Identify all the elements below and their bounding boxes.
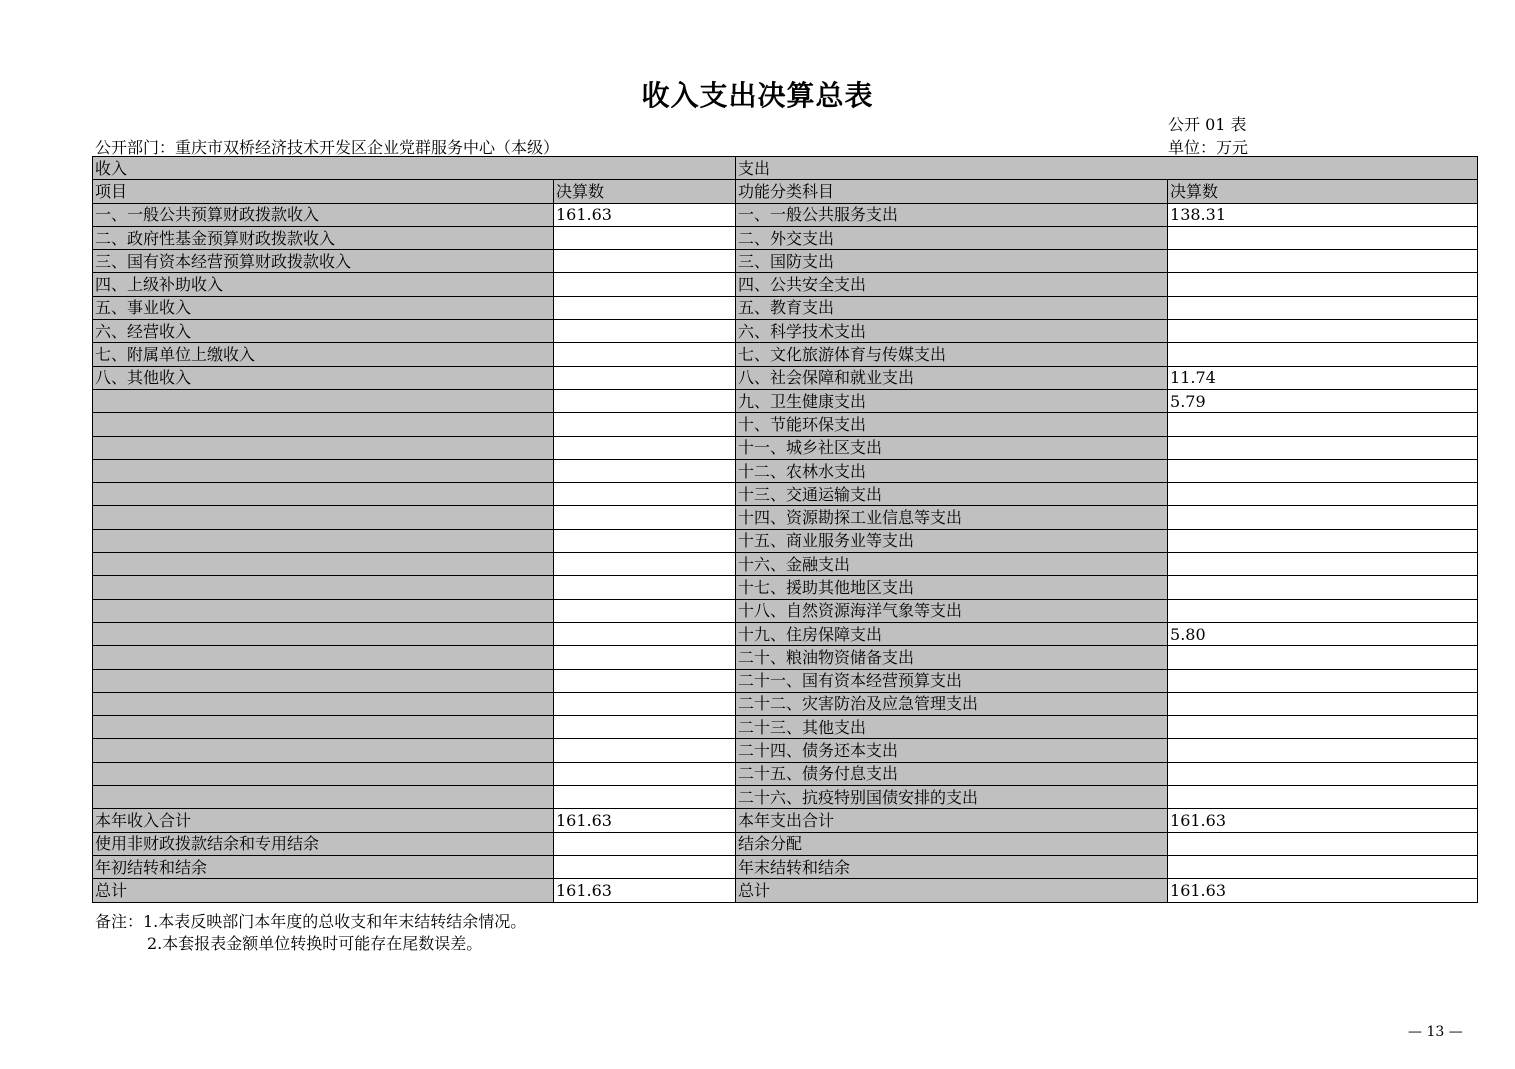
income-item-cell (93, 646, 554, 669)
income-item-cell (93, 506, 554, 529)
page-title: 收入支出决算总表 (641, 79, 874, 112)
income-item-cell (93, 483, 554, 506)
income-amount-cell (554, 855, 736, 878)
expense-item-cell: 结余分配 (736, 832, 1168, 855)
income-amount-cell (554, 786, 736, 809)
income-amount-cell (554, 320, 736, 343)
income-item-cell (93, 389, 554, 412)
notes (95, 911, 526, 955)
section-income-header: 收入 (93, 157, 736, 180)
income-amount-cell (554, 506, 736, 529)
income-item-cell: 一、一般公共预算财政拨款收入 (93, 203, 554, 226)
table-row (93, 716, 1478, 739)
income-item-cell (93, 553, 554, 576)
table-row (93, 576, 1478, 599)
expense-amount-cell (1168, 343, 1478, 366)
expense-amount-cell (1168, 716, 1478, 739)
income-item-cell: 年初结转和结余 (93, 855, 554, 878)
income-item-cell (93, 459, 554, 482)
income-amount-cell (554, 413, 736, 436)
form-number: 公开 01 表 (1168, 115, 1247, 134)
table-row (93, 343, 1478, 366)
income-item-cell: 五、事业收入 (93, 296, 554, 319)
income-item-cell (93, 529, 554, 552)
expense-item-cell: 十七、援助其他地区支出 (736, 576, 1168, 599)
expense-amount-cell (1168, 436, 1478, 459)
table-row (93, 389, 1478, 412)
unit-label: 单位：万元 (1168, 138, 1249, 157)
expense-amount-cell (1168, 553, 1478, 576)
column-header-amount-expense: 决算数 (1168, 180, 1478, 203)
income-item-cell: 本年收入合计 (93, 809, 554, 832)
page-number: — 13 — (1408, 1024, 1463, 1040)
expense-item-cell: 十四、资源勘探工业信息等支出 (736, 506, 1168, 529)
income-item-cell: 六、经营收入 (93, 320, 554, 343)
expense-item-cell: 八、社会保障和就业支出 (736, 366, 1168, 389)
expense-amount-cell: 5.79 (1168, 389, 1478, 412)
expense-amount-cell (1168, 320, 1478, 343)
table-row (93, 436, 1478, 459)
income-item-cell: 四、上级补助收入 (93, 273, 554, 296)
expense-item-cell: 十一、城乡社区支出 (736, 436, 1168, 459)
expense-item-cell: 十六、金融支出 (736, 553, 1168, 576)
income-amount-cell: 161.63 (554, 879, 736, 902)
income-amount-cell (554, 669, 736, 692)
income-amount-cell (554, 296, 736, 319)
income-item-cell: 使用非财政拨款结余和专用结余 (93, 832, 554, 855)
expense-item-cell: 总计 (736, 879, 1168, 902)
expense-amount-cell (1168, 762, 1478, 785)
income-item-cell (93, 622, 554, 645)
table-row (93, 739, 1478, 762)
expense-amount-cell (1168, 250, 1478, 273)
table-row (93, 669, 1478, 692)
expense-item-cell: 二、外交支出 (736, 226, 1168, 249)
expense-amount-cell (1168, 226, 1478, 249)
table-row (93, 320, 1478, 343)
income-item-cell (93, 692, 554, 715)
table-row (93, 483, 1478, 506)
expense-item-cell: 十八、自然资源海洋气象等支出 (736, 599, 1168, 622)
expense-amount-cell (1168, 832, 1478, 855)
expense-item-cell: 二十五、债务付息支出 (736, 762, 1168, 785)
expense-amount-cell (1168, 459, 1478, 482)
income-amount-cell (554, 739, 736, 762)
expense-amount-cell (1168, 855, 1478, 878)
expense-amount-cell: 161.63 (1168, 809, 1478, 832)
income-expense-table (92, 156, 1478, 903)
income-amount-cell (554, 646, 736, 669)
income-item-cell: 二、政府性基金预算财政拨款收入 (93, 226, 554, 249)
table-row (93, 529, 1478, 552)
income-item-cell (93, 413, 554, 436)
table-row (93, 622, 1478, 645)
expense-item-cell: 五、教育支出 (736, 296, 1168, 319)
expense-item-cell: 十九、住房保障支出 (736, 622, 1168, 645)
income-item-cell: 七、附属单位上缴收入 (93, 343, 554, 366)
table-row (93, 599, 1478, 622)
table-row (93, 553, 1478, 576)
table-row (93, 506, 1478, 529)
expense-item-cell: 本年支出合计 (736, 809, 1168, 832)
note-line-2: 2.本套报表金额单位转换时可能存在尾数误差。 (147, 934, 483, 953)
income-item-cell (93, 786, 554, 809)
income-amount-cell (554, 366, 736, 389)
income-amount-cell (554, 529, 736, 552)
expense-amount-cell (1168, 529, 1478, 552)
income-amount-cell (554, 459, 736, 482)
expense-amount-cell (1168, 599, 1478, 622)
income-item-cell: 八、其他收入 (93, 366, 554, 389)
expense-amount-cell (1168, 576, 1478, 599)
income-amount-cell (554, 436, 736, 459)
income-amount-cell (554, 553, 736, 576)
expense-item-cell: 二十、粮油物资储备支出 (736, 646, 1168, 669)
income-amount-cell (554, 389, 736, 412)
income-item-cell (93, 762, 554, 785)
table-row (93, 250, 1478, 273)
income-item-cell (93, 599, 554, 622)
income-item-cell (93, 436, 554, 459)
expense-amount-cell (1168, 646, 1478, 669)
expense-item-cell: 九、卫生健康支出 (736, 389, 1168, 412)
column-header-function: 功能分类科目 (736, 180, 1168, 203)
income-amount-cell: 161.63 (554, 203, 736, 226)
income-amount-cell (554, 226, 736, 249)
table-row (93, 203, 1478, 226)
income-item-cell: 总计 (93, 879, 554, 902)
table-row (93, 692, 1478, 715)
note-line-1: 备注：1.本表反映部门本年度的总收支和年末结转结余情况。 (95, 912, 527, 931)
expense-item-cell: 一、一般公共服务支出 (736, 203, 1168, 226)
table-row (93, 646, 1478, 669)
column-header-row (93, 180, 1478, 203)
department-label: 公开部门：重庆市双桥经济技术开发区企业党群服务中心（本级） (95, 138, 560, 157)
expense-item-cell: 十二、农林水支出 (736, 459, 1168, 482)
income-amount-cell (554, 692, 736, 715)
income-item-cell (93, 716, 554, 739)
income-amount-cell: 161.63 (554, 809, 736, 832)
expense-amount-cell (1168, 669, 1478, 692)
section-expense-header: 支出 (736, 157, 1478, 180)
expense-amount-cell (1168, 296, 1478, 319)
income-amount-cell (554, 250, 736, 273)
expense-amount-cell (1168, 506, 1478, 529)
expense-amount-cell (1168, 483, 1478, 506)
income-amount-cell (554, 716, 736, 739)
column-header-item: 项目 (93, 180, 554, 203)
expense-item-cell: 十三、交通运输支出 (736, 483, 1168, 506)
expense-amount-cell (1168, 273, 1478, 296)
table-row (93, 296, 1478, 319)
income-item-cell (93, 739, 554, 762)
income-amount-cell (554, 832, 736, 855)
expense-item-cell: 六、科学技术支出 (736, 320, 1168, 343)
table-row (93, 459, 1478, 482)
expense-amount-cell: 5.80 (1168, 622, 1478, 645)
table-row (93, 809, 1478, 832)
expense-item-cell: 四、公共安全支出 (736, 273, 1168, 296)
table-row (93, 226, 1478, 249)
table-row (93, 879, 1478, 902)
table-row (93, 413, 1478, 436)
expense-item-cell: 二十六、抗疫特别国债安排的支出 (736, 786, 1168, 809)
table-row (93, 786, 1478, 809)
expense-item-cell: 十、节能环保支出 (736, 413, 1168, 436)
expense-item-cell: 七、文化旅游体育与传媒支出 (736, 343, 1168, 366)
income-amount-cell (554, 273, 736, 296)
table-row (93, 832, 1478, 855)
income-item-cell (93, 669, 554, 692)
expense-amount-cell: 138.31 (1168, 203, 1478, 226)
expense-amount-cell (1168, 786, 1478, 809)
expense-item-cell: 年末结转和结余 (736, 855, 1168, 878)
table-row (93, 273, 1478, 296)
expense-item-cell: 二十三、其他支出 (736, 716, 1168, 739)
income-item-cell: 三、国有资本经营预算财政拨款收入 (93, 250, 554, 273)
income-amount-cell (554, 343, 736, 366)
table-row (93, 366, 1478, 389)
income-item-cell (93, 576, 554, 599)
expense-amount-cell (1168, 739, 1478, 762)
expense-item-cell: 二十四、债务还本支出 (736, 739, 1168, 762)
expense-item-cell: 二十一、国有资本经营预算支出 (736, 669, 1168, 692)
income-amount-cell (554, 483, 736, 506)
table-row (93, 855, 1478, 878)
income-amount-cell (554, 622, 736, 645)
expense-amount-cell (1168, 413, 1478, 436)
expense-amount-cell (1168, 692, 1478, 715)
expense-item-cell: 二十二、灾害防治及应急管理支出 (736, 692, 1168, 715)
table-row (93, 762, 1478, 785)
income-amount-cell (554, 576, 736, 599)
income-amount-cell (554, 599, 736, 622)
expense-item-cell: 十五、商业服务业等支出 (736, 529, 1168, 552)
expense-item-cell: 三、国防支出 (736, 250, 1168, 273)
income-amount-cell (554, 762, 736, 785)
expense-amount-cell: 161.63 (1168, 879, 1478, 902)
column-header-amount: 决算数 (554, 180, 736, 203)
expense-amount-cell: 11.74 (1168, 366, 1478, 389)
section-header-row (93, 157, 1478, 180)
